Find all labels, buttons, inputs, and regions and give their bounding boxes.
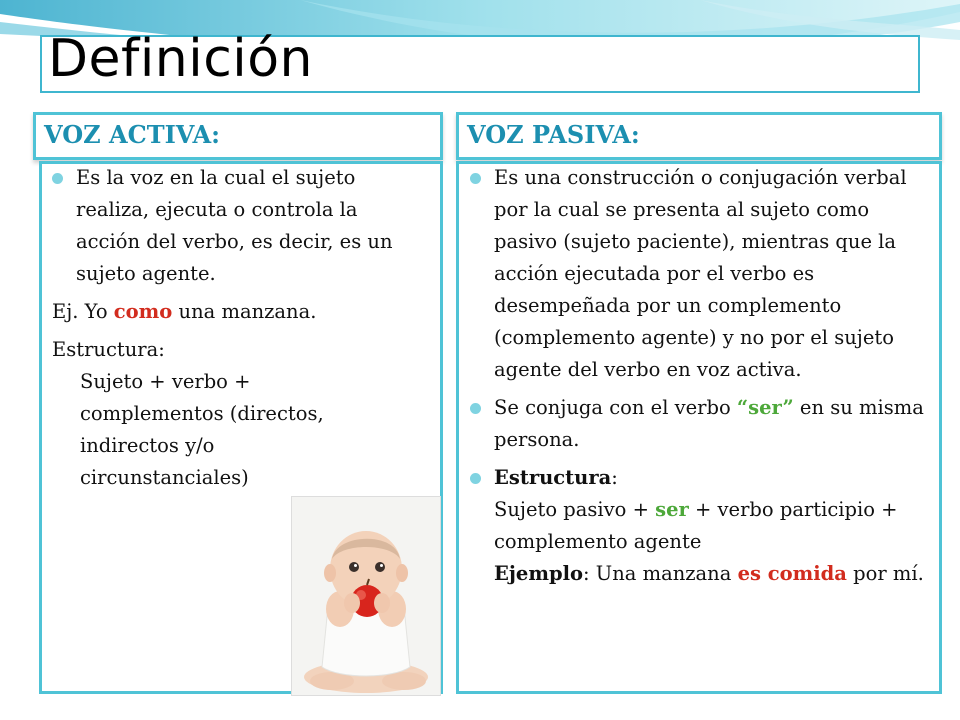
pasiva-ser-bullet: Se conjuga con el verbo “ser” en su misma persona. (470, 392, 932, 456)
pasiva-definition-bullet (470, 162, 932, 386)
voz-pasiva-heading: VOZ PASIVA: (467, 120, 640, 149)
activa-definition-bullet (52, 162, 402, 290)
ser-highlight: “ser” (736, 396, 794, 419)
bullet-dot-icon (470, 173, 481, 184)
voz-pasiva-header (456, 112, 942, 160)
pasiva-definition-text: Es una construcción o conjugación verbal por la cual se presenta al sujeto como pasivo (sujeto paciente), mientras que la acción ejecutada por el verbo es desempeñada por un complemento (complemento agente) y no por el sujeto agente del verbo en voz activa. (494, 166, 907, 381)
ser-structure-highlight: ser (655, 498, 689, 521)
voz-activa-content (52, 162, 402, 494)
activa-structure-text: Sujeto + verbo + complementos (directos, indirectos y/o circunstanciales) (80, 370, 324, 489)
bullet-dot-icon (470, 403, 481, 414)
example-label: Ejemplo (494, 562, 584, 585)
voz-activa-heading: VOZ ACTIVA: (44, 120, 221, 149)
bullet-dot-icon (52, 173, 63, 184)
voz-activa-header (33, 112, 443, 160)
activa-definition-text: Es la voz en la cual el sujeto realiza, ejecuta o controla la acción del verbo, es decir, es un sujeto agente. (76, 166, 393, 285)
baby-illustration (292, 497, 440, 695)
bullet-dot-icon (470, 473, 481, 484)
title-box (40, 29, 920, 93)
structure-label: Estructura (494, 466, 612, 489)
voz-pasiva-content (470, 162, 932, 590)
example-verb-highlight: como (113, 300, 173, 323)
pasiva-structure-bullet: Estructura: Sujeto pasivo + ser + verbo participio + complemento agente Ejemplo: Una manzana es comida por mí. (470, 462, 932, 590)
es-comida-highlight: es comida (737, 562, 847, 585)
activa-structure-label: Estructura: (52, 338, 165, 361)
activa-example: Ej. Yo como una manzana. (52, 300, 317, 323)
page-title: Definición (48, 29, 313, 89)
baby-eating-apple-photo (291, 496, 441, 696)
